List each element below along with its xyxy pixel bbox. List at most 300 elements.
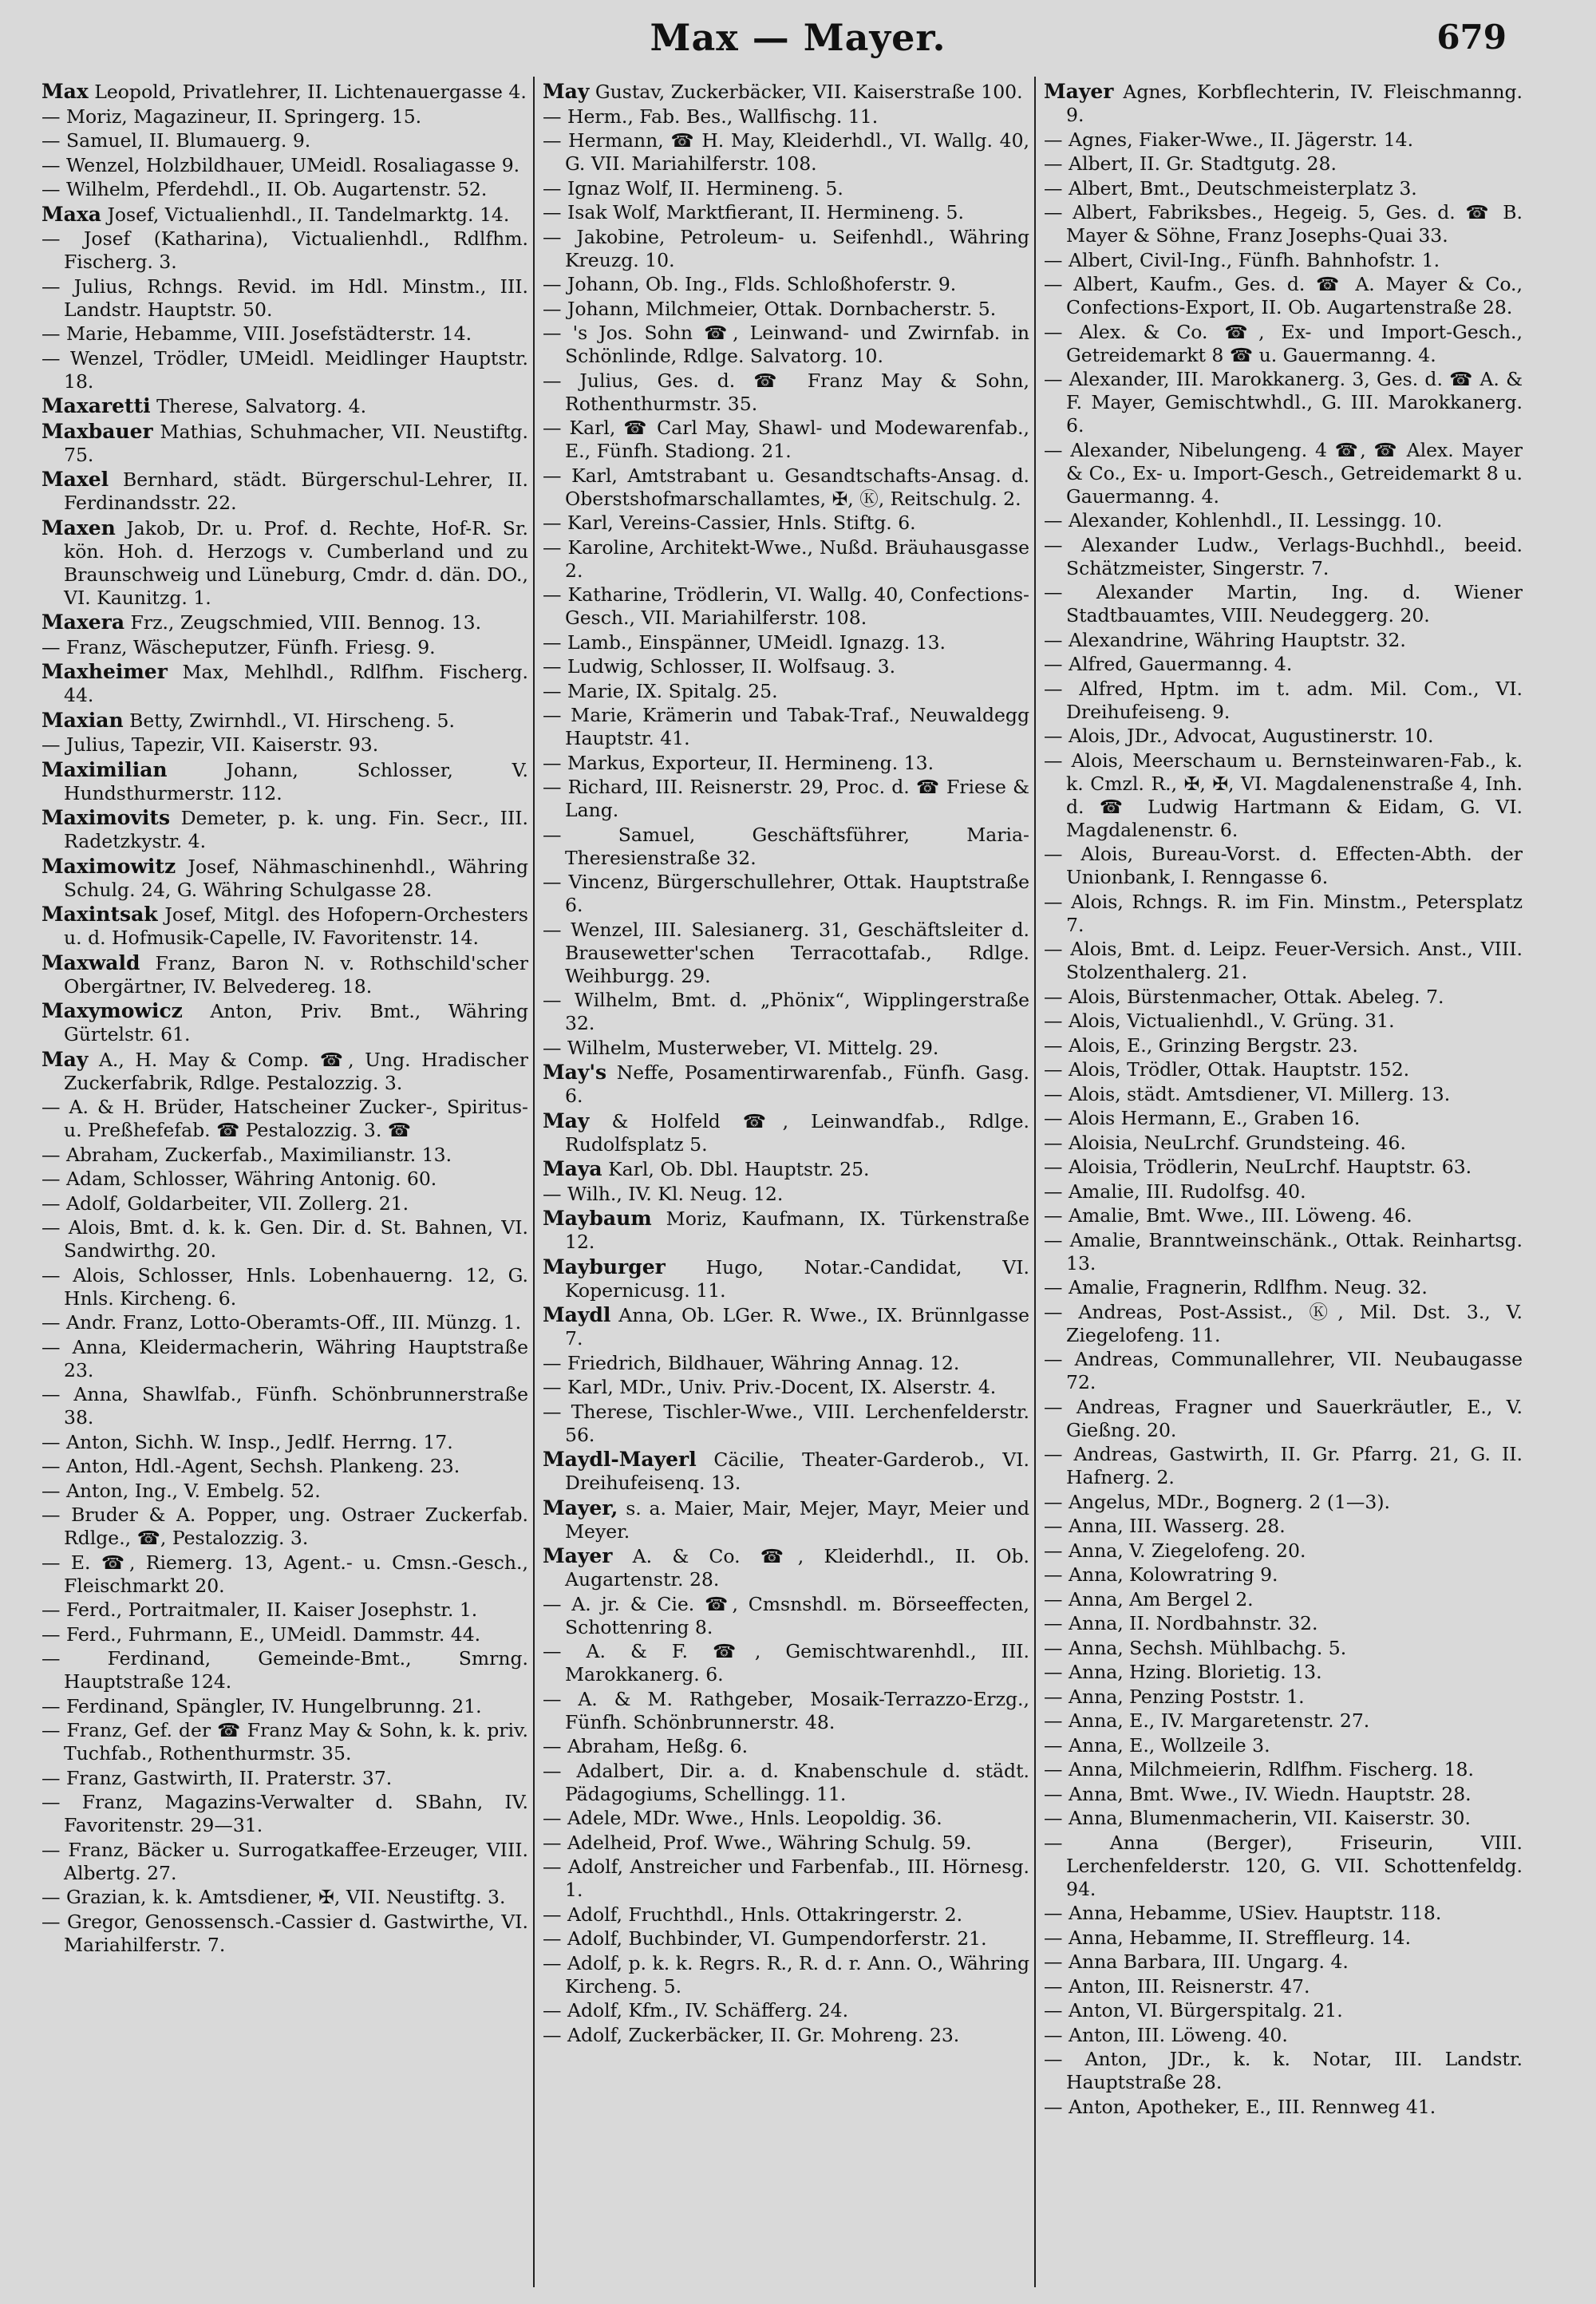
entry-surname: May [543, 1109, 590, 1132]
directory-entry [41, 275, 528, 322]
column-3 [1044, 80, 1523, 2282]
directory-entry [1044, 321, 1523, 367]
entry-text: — Franz, Wäscheputzer, Fünfh. Friesg. 9. [41, 635, 436, 658]
column-1 [41, 80, 528, 2282]
entry-text: — Karl, Amtstrabant u. Gesandtschafts-Ansag. d. Oberstshofmarschallamtes, ✠, Ⓚ, Reitschulg. 2. [543, 464, 1029, 510]
entry-text: — Hermann, ☎ H. May, Kleiderhdl., VI. Wallg. 40, G. VII. Mariahilferstr. 108. [543, 129, 1029, 175]
entry-text: Gustav, Zuckerbäcker, VII. Kaiserstraße 100. [589, 81, 1023, 103]
directory-entry [1044, 986, 1523, 1009]
directory-entry [41, 394, 528, 418]
directory-entry [543, 704, 1029, 750]
entry-text: — Julius, Tapezir, VII. Kaiserstr. 93. [41, 733, 379, 756]
directory-entry [41, 1695, 528, 1718]
entry-surname: Maximovits [41, 806, 171, 829]
directory-entry [1044, 749, 1523, 842]
directory-entry [41, 1336, 528, 1382]
directory-entry [543, 2024, 1029, 2047]
directory-entry [41, 1599, 528, 1622]
directory-entry [543, 1688, 1029, 1734]
directory-entry [1044, 249, 1523, 272]
directory-entry [41, 1168, 528, 1191]
directory-entry [543, 417, 1029, 463]
entry-text: — Adolf, Kfm., IV. Schäfferg. 24. [543, 1999, 849, 2021]
entry-surname: Maxbauer [41, 419, 153, 443]
directory-entry [543, 1735, 1029, 1758]
directory-entry [41, 1886, 528, 1909]
entry-text: Josef, Victualienhdl., II. Tandelmarktg. 14. [101, 203, 510, 226]
directory-entry [41, 227, 528, 274]
entry-surname: Maxaretti [41, 394, 151, 417]
entry-surname: Maxian [41, 708, 124, 732]
directory-entry [41, 1383, 528, 1429]
directory-entry [1044, 678, 1523, 724]
directory-entry [1044, 1301, 1523, 1347]
directory-entry [1044, 843, 1523, 889]
entry-text: — Marie, Krämerin und Tabak-Traf., Neuwaldegg Hauptstr. 41. [543, 704, 1029, 749]
entry-text: — Wenzel, III. Salesianerg. 31, Geschäftsleiter d. Brausewetter'schen Terracottafab., Rdlge. Weihburgg. 29. [543, 918, 1029, 987]
directory-entry [41, 1192, 528, 1215]
entry-surname: May [41, 1047, 89, 1071]
directory-entry [543, 776, 1029, 822]
entry-text: Therese, Salvatorg. 4. [150, 395, 367, 417]
entry-text: Moriz, Kaufmann, IX. Türkenstraße 12. [565, 1207, 1029, 1253]
entry-text: — Alois, Meerschaum u. Bernsteinwaren-Fab., k. k. Cmzl. R., ✠, ✠, VI. Magdalenenstraße 4, Inh. d. ☎ Ludwig Hartmann & Eidam, G. VI. Magdalenenstr. 6. [1044, 749, 1523, 841]
directory-entry [543, 1448, 1029, 1495]
entry-text: — Adolf, Fruchthdl., Hnls. Ottakringerstr. 2. [543, 1903, 963, 1926]
entry-text: Agnes, Korbflechterin, IV. Fleischmanng. 9. [1066, 81, 1523, 126]
directory-entry [1044, 1758, 1523, 1781]
entry-text: — Andr. Franz, Lotto-Oberamts-Off., III. Münzg. 1. [41, 1311, 522, 1334]
entry-text: — Alexandrine, Währing Hauptstr. 32. [1044, 628, 1406, 651]
entry-text: — Alois Hermann, E., Graben 16. [1044, 1107, 1361, 1129]
entry-text: Bernhard, städt. Bürgerschul-Lehrer, II. Ferdinandsstr. 22. [64, 468, 528, 514]
entry-text: — Amalie, Branntweinschänk., Ottak. Reinhartsg. 13. [1044, 1228, 1523, 1275]
entry-text: — Anna, V. Ziegelofeng. 20. [1044, 1539, 1306, 1562]
entry-text: Josef, Mitgl. des Hofopern-Orchesters u. d. Hofmusik-Capelle, IV. Favoritenstr. 14. [64, 903, 528, 949]
directory-entry [41, 80, 528, 104]
entry-text: — Abraham, Zuckerfab., Maximilianstr. 13. [41, 1143, 452, 1166]
directory-entry [41, 1455, 528, 1478]
entry-text: — Alois, JDr., Advocat, Augustinerstr. 10. [1044, 725, 1434, 747]
directory-entry [41, 468, 528, 515]
directory-entry [41, 1719, 528, 1765]
entry-text: — Markus, Exporteur, II. Hermineng. 13. [543, 751, 934, 774]
directory-entry [543, 989, 1029, 1035]
directory-entry [41, 855, 528, 902]
entry-text: — Adele, MDr. Wwe., Hnls. Leopoldig. 36. [543, 1807, 942, 1829]
entry-text: — Marie, Hebamme, VIII. Josefstädterstr. 14. [41, 322, 472, 345]
entry-text: — Anton, JDr., k. k. Notar, III. Landstr. Hauptstraße 28. [1044, 2048, 1523, 2093]
entry-text: — Andreas, Fragner und Sauerkräutler, E., V. Gießng. 20. [1044, 1395, 1523, 1441]
entry-text: — Adam, Schlosser, Währing Antonig. 60. [41, 1168, 437, 1190]
entry-text: — Anna, Am Bergel 2. [1044, 1587, 1254, 1610]
entry-surname: Maydl-Mayerl [543, 1448, 697, 1471]
directory-entry [543, 680, 1029, 703]
entry-text: — Vincenz, Bürgerschullehrer, Ottak. Hauptstraße 6. [543, 871, 1029, 916]
entry-text: — Anna, Kolowratring 9. [1044, 1563, 1278, 1586]
directory-entry [543, 105, 1029, 128]
entry-text: — Josef (Katharina), Victualienhdl., Rdlfhm. Fischerg. 3. [41, 227, 528, 273]
directory-entry [1044, 581, 1523, 627]
entry-surname: Maximowitz [41, 854, 176, 878]
directory-entry [543, 1593, 1029, 1639]
entry-text: — Adalbert, Dir. a. d. Knabenschule d. städt. Pädagogiums, Schellingg. 11. [543, 1759, 1029, 1805]
directory-entry [543, 273, 1029, 296]
directory-entry [41, 347, 528, 393]
directory-entry [1044, 938, 1523, 984]
entry-text: — Johann, Milchmeier, Ottak. Dornbacherstr. 5. [543, 297, 997, 320]
directory-entry [1044, 1950, 1523, 1974]
entry-text: — Anna, Hebamme, II. Streffleurg. 14. [1044, 1926, 1412, 1949]
directory-entry [1044, 725, 1523, 748]
entry-text: — A. jr. & Cie. ☎, Cmsnshdl. m. Börseeffecten, Schottenring 8. [543, 1592, 1029, 1638]
entry-text: — Samuel, Geschäftsführer, Maria-Theresienstraße 32. [543, 823, 1029, 869]
entry-text: — Gregor, Genossensch.-Cassier d. Gastwirthe, VI. Mariahilferstr. 7. [41, 1910, 528, 1956]
directory-entry [1044, 128, 1523, 152]
directory-entry [1044, 1807, 1523, 1830]
directory-entry [41, 999, 528, 1046]
directory-entry [1044, 1034, 1523, 1057]
entry-text: — Julius, Ges. d. ☎ Franz May & Sohn, Rothenthurmstr. 35. [543, 369, 1029, 415]
entry-text: — Anna, Milchmeierin, Rdlfhm. Fischerg. 18. [1044, 1758, 1474, 1780]
entry-text: — Franz, Bäcker u. Surrogatkaffee-Erzeuger, VIII. Albertg. 27. [41, 1838, 528, 1884]
entry-text: — Amalie, III. Rudolfsg. 40. [1044, 1180, 1306, 1203]
entry-text: — Anton, III. Reisnerstr. 47. [1044, 1974, 1310, 1998]
directory-entry [543, 871, 1029, 917]
directory-entry [1044, 1832, 1523, 1901]
entry-text: — Karl, ☎ Carl May, Shawl- und Modewarenfab., E., Fünfh. Stadiong. 21. [543, 417, 1029, 462]
entry-text: — Alex. & Co. ☎, Ex- und Import-Gesch., Getreidemarkt 8 ☎ u. Gauermanng. 4. [1044, 320, 1523, 366]
directory-entry [41, 1911, 528, 1957]
directory-entry [41, 203, 528, 227]
column-rule [533, 77, 535, 2287]
entry-text: Leopold, Privatlehrer, II. Lichtenauergasse 4. [88, 81, 527, 103]
entry-text: — Franz, Gastwirth, II. Praterstr. 37. [41, 1766, 393, 1789]
entry-text: — Alexander, III. Marokkanerg. 3, Ges. d. ☎ A. & F. Mayer, Gemischtwhdl., G. III. Marokkanerg. 6. [1044, 368, 1523, 437]
directory-entry [1044, 1156, 1523, 1179]
directory-entry [41, 1264, 528, 1310]
directory-entry [41, 1431, 528, 1454]
entry-text: — A. & H. Brüder, Hatscheiner Zucker-, Spiritus- u. Preßhefefab. ☎ Pestalozzig. 3. ☎ [41, 1096, 528, 1141]
directory-entry [41, 1767, 528, 1790]
entry-text: — Alfred, Hptm. im t. adm. Mil. Com., VI. Dreihufeiseng. 9. [1044, 677, 1523, 723]
entry-text: — Anna, Kleidermacherin, Währing Hauptstraße 23. [41, 1335, 528, 1381]
directory-entry [543, 536, 1029, 583]
directory-entry [41, 636, 528, 659]
entry-text: — Anton, III. Löweng. 40. [1044, 2023, 1288, 2046]
directory-entry [1044, 1783, 1523, 1806]
entry-text: — Aloisia, NeuLrchf. Grundsteing. 46. [1044, 1131, 1406, 1154]
entry-text: — Friedrich, Bildhauer, Währing Annag. 12. [543, 1351, 960, 1374]
entry-surname: May's [543, 1061, 607, 1084]
directory-entry [543, 1157, 1029, 1181]
entry-text: — Adolf, Zuckerbäcker, II. Gr. Mohreng. 23. [543, 2023, 960, 2046]
entry-text: — Aloisia, Trödlerin, NeuLrchf. Hauptstr. 63. [1044, 1156, 1472, 1178]
directory-entry [543, 1303, 1029, 1350]
directory-entry [1044, 1975, 1523, 1998]
directory-entry [1044, 1515, 1523, 1538]
entry-text: — Anna, III. Wasserg. 28. [1044, 1515, 1286, 1537]
directory-entry [41, 660, 528, 707]
entry-text: — A. & F. ☎, Gemischtwarenhdl., III. Marokkanerg. 6. [543, 1640, 1029, 1686]
entry-text: Johann, Schlosser, V. Hundsthurmerstr. 112. [64, 758, 528, 804]
directory-entry [543, 919, 1029, 988]
entry-text: — Adolf, Anstreicher und Farbenfab., III. Hörnesg. 1. [543, 1855, 1029, 1901]
directory-entry [41, 709, 528, 733]
entry-text: — Isak Wolf, Marktfierant, II. Hermineng. 5. [543, 201, 964, 223]
directory-entry [1044, 1491, 1523, 1514]
directory-entry [543, 1903, 1029, 1927]
directory-entry [543, 80, 1029, 104]
entry-surname: Max [41, 80, 89, 103]
directory-entry [41, 1839, 528, 1885]
entry-surname: Maxera [41, 611, 125, 634]
entry-text: Max, Mehlhdl., Rdlfhm. Fischerg. 44. [64, 661, 528, 706]
directory-entry [41, 516, 528, 610]
directory-entry [543, 129, 1029, 176]
directory-entry [543, 752, 1029, 775]
entry-text: — Alois, Schlosser, Hnls. Lobenhauerng. 12, G. Hnls. Kircheng. 6. [41, 1263, 528, 1310]
directory-entry [41, 322, 528, 346]
directory-entry [543, 512, 1029, 535]
entry-text: — Marie, IX. Spitalg. 25. [543, 679, 778, 702]
directory-entry [543, 1640, 1029, 1686]
entry-text: — 's Jos. Sohn ☎, Leinwand- und Zwirnfab. in Schönlinde, Rdlge. Salvatorg. 10. [543, 322, 1029, 367]
entry-text: — Adolf, p. k. k. Regrs. R., R. d. r. Ann. O., Währing Kircheng. 5. [543, 1951, 1029, 1998]
entry-text: — Albert, Bmt., Deutschmeisterplatz 3. [1044, 176, 1417, 200]
directory-entry [1044, 1107, 1523, 1130]
entry-text: — A. & M. Rathgeber, Mosaik-Terrazzo-Erzg., Fünfh. Schönbrunnerstr. 48. [543, 1687, 1029, 1733]
entry-text: Frz., Zeugschmied, VIII. Bennog. 13. [124, 611, 482, 634]
entry-text: — Wilh., IV. Kl. Neug. 12. [543, 1182, 784, 1205]
entry-text: — Moriz, Magazineur, II. Springerg. 15. [41, 105, 422, 128]
directory-entry [1044, 80, 1523, 127]
directory-entry [543, 464, 1029, 511]
directory-entry [543, 631, 1029, 654]
entry-text: — Alfred, Gauermanng. 4. [1044, 653, 1293, 675]
directory-entry [41, 420, 528, 467]
directory-entry [1044, 1686, 1523, 1709]
entry-text: — Albert, Fabriksbes., Hegeig. 5, Ges. d. ☎ B. Mayer & Söhne, Franz Josephs-Quai 33. [1044, 201, 1523, 247]
entry-text: — Anna, Bmt. Wwe., IV. Wiedn. Hauptstr. 28. [1044, 1782, 1472, 1805]
entry-text: — Karl, Vereins-Cassier, Hnls. Stiftg. 6. [543, 512, 916, 534]
entry-text: — Anna, Penzing Poststr. 1. [1044, 1685, 1305, 1708]
entry-text: — Andreas, Communallehrer, VII. Neubaugasse 72. [1044, 1348, 1523, 1393]
entry-surname: Maxheimer [41, 660, 168, 683]
entry-text: — Adelheid, Prof. Wwe., Währing Schulg. 59. [543, 1831, 972, 1854]
directory-entry [1044, 1229, 1523, 1275]
entry-text: — Adolf, Goldarbeiter, VII. Zollerg. 21. [41, 1192, 409, 1215]
entry-surname: Mayburger [543, 1255, 666, 1278]
directory-entry [41, 178, 528, 201]
entry-text: — Alois, Bmt. d. k. k. Gen. Dir. d. St. Bahnen, VI. Sandwirthg. 20. [41, 1216, 528, 1262]
directory-entry [1044, 534, 1523, 580]
directory-entry [1044, 629, 1523, 652]
column-2 [543, 80, 1029, 2282]
directory-entry [543, 1376, 1029, 1399]
entry-text: & Holfeld ☎, Leinwandfab., Rdlge. Rudolfsplatz 5. [565, 1109, 1029, 1156]
entry-text: — Anna, Hzing. Blorietig. 13. [1044, 1661, 1322, 1683]
entry-text: — Alois, Rchngs. R. im Fin. Minstm., Petersplatz 7. [1044, 890, 1523, 936]
directory-entry [543, 370, 1029, 416]
directory-entry [543, 1207, 1029, 1254]
entry-surname: Maxintsak [41, 903, 158, 926]
entry-text: — Amalie, Bmt. Wwe., III. Löweng. 46. [1044, 1204, 1412, 1227]
entry-text: — Alexander, Nibelungeng. 4 ☎, ☎ Alex. Mayer & Co., Ex- u. Import-Gesch., Getreidemarkt 8 u. Gauermanng. 4. [1044, 438, 1523, 508]
entry-text: — Angelus, MDr., Bognerg. 2 (1—3). [1044, 1490, 1390, 1513]
directory-entry [543, 298, 1029, 321]
directory-entry [1044, 509, 1523, 532]
entry-text: — Grazian, k. k. Amtsdiener, ✠, VII. Neustiftg. 3. [41, 1886, 506, 1908]
directory-entry [543, 1037, 1029, 1060]
directory-entry [1044, 1539, 1523, 1563]
directory-entry [41, 154, 528, 177]
directory-entry [41, 611, 528, 634]
directory-entry [41, 1311, 528, 1334]
entry-text: Anton, Priv. Bmt., Währing Gürtelstr. 61. [64, 1000, 528, 1045]
entry-text: — Anton, Hdl.-Agent, Sechsh. Plankeng. 23. [41, 1455, 460, 1477]
directory-entry [1044, 1588, 1523, 1611]
entry-text: — Lamb., Einspänner, UMeidl. Ignazg. 13. [543, 630, 946, 654]
entry-text: — Anna, Hebamme, USiev. Hauptstr. 118. [1044, 1902, 1442, 1924]
entry-text: — Albert, II. Gr. Stadtgutg. 28. [1044, 152, 1337, 175]
directory-entry [1044, 2024, 1523, 2047]
directory-entry [41, 129, 528, 152]
entry-text: — Anton, VI. Bürgerspitalg. 21. [1044, 1999, 1343, 2021]
entry-surname: Maximilian [41, 757, 168, 781]
entry-text: — Alexander Martin, Ing. d. Wiener Stadtbauamtes, VIII. Neudeggerg. 20. [1044, 581, 1523, 626]
entry-text: — Alexander, Kohlenhdl., II. Lessingg. 10. [1044, 509, 1443, 532]
entry-text: — Ferd., Fuhrmann, E., UMeidl. Dammstr. 44. [41, 1622, 481, 1646]
entry-text: — Anna, Sechsh. Mühlbachg. 5. [1044, 1636, 1347, 1659]
directory-entry [41, 806, 528, 853]
entry-text: — Jakobine, Petroleum- u. Seifenhdl., Währing Kreuzg. 10. [543, 225, 1029, 271]
directory-entry [543, 1927, 1029, 1950]
entry-text: — Wilhelm, Musterweber, VI. Mittelg. 29. [543, 1036, 939, 1059]
entry-text: — Julius, Rchngs. Revid. im Hdl. Minstm., III. Landstr. Hauptstr. 50. [41, 275, 528, 321]
column-rule [1034, 77, 1036, 2287]
entry-text: — Ferdinand, Spängler, IV. Hungelbrunng. 21. [41, 1694, 482, 1717]
directory-entry [1044, 1999, 1523, 2022]
entry-surname: Maxymowicz [41, 999, 183, 1022]
directory-entry [41, 1144, 528, 1167]
directory-entry [543, 1496, 1029, 1543]
entry-text: — Samuel, II. Blumauerg. 9. [41, 129, 311, 152]
entry-surname: Maxwald [41, 950, 140, 974]
entry-surname: Mayer, [543, 1496, 618, 1520]
directory-entry [41, 903, 528, 950]
directory-entry [543, 1855, 1029, 1902]
entry-text: — Wilhelm, Bmt. d. „Phönix“, Wipplingerstraße 32. [543, 989, 1029, 1034]
entry-text: — Alois, E., Grinzing Bergstr. 23. [1044, 1033, 1358, 1057]
entry-text: — Karl, MDr., Univ. Priv.-Docent, IX. Alserstr. 4. [543, 1376, 997, 1398]
directory-entry [543, 322, 1029, 368]
entry-text: — Albert, Kaufm., Ges. d. ☎ A. Mayer & Co., Confections-Export, II. Ob. Augartenstraße 28. [1044, 273, 1523, 318]
directory-entry [41, 1647, 528, 1693]
entry-text: — Ludwig, Schlosser, II. Wolfsaug. 3. [543, 655, 896, 678]
directory-entry [41, 1551, 528, 1598]
entry-surname: Mayer [1044, 80, 1114, 103]
directory-entry [1044, 273, 1523, 319]
directory-entry [41, 1216, 528, 1263]
directory-entry [41, 758, 528, 805]
directory-entry [41, 1504, 528, 1550]
directory-entry [1044, 1563, 1523, 1587]
entry-text: — Anna, II. Nordbahnstr. 32. [1044, 1612, 1318, 1634]
entry-text: — Ignaz Wolf, II. Hermineng. 5. [543, 176, 843, 200]
entry-text: Anna, Ob. LGer. R. Wwe., IX. Brünnlgasse 7. [565, 1304, 1029, 1350]
directory-entry [543, 1401, 1029, 1447]
directory-entry [543, 1999, 1029, 2022]
directory-entry [543, 1832, 1029, 1855]
directory-entry [41, 1480, 528, 1503]
entry-text: — Agnes, Fiaker-Wwe., II. Jägerstr. 14. [1044, 128, 1414, 151]
directory-entry [1044, 1010, 1523, 1033]
entry-text: — Alois, Bürstenmacher, Ottak. Abeleg. 7. [1044, 985, 1444, 1008]
directory-entry [1044, 2048, 1523, 2094]
entry-surname: Mayer [543, 1544, 613, 1567]
entry-text: — Franz, Magazins-Verwalter d. SBahn, IV. Favoritenstr. 29—31. [41, 1791, 528, 1836]
entry-text: — Alois, städt. Amtsdiener, VI. Millerg. 13. [1044, 1082, 1451, 1105]
directory-entry [41, 733, 528, 757]
directory-entry [543, 1760, 1029, 1806]
directory-entry [1044, 2096, 1523, 2119]
entry-text: — Katharine, Trödlerin, VI. Wallg. 40, Confections-Gesch., VII. Mariahilferstr. 108. [543, 583, 1029, 629]
directory-entry [1044, 1734, 1523, 1757]
entry-text: — Richard, III. Reisnerstr. 29, Proc. d. ☎ Friese & Lang. [543, 776, 1029, 821]
entry-text: — Anna, E., Wollzeile 3. [1044, 1733, 1270, 1757]
entry-text: Josef, Nähmaschinenhdl., Währing Schulg. 24, G. Währing Schulgasse 28. [64, 855, 528, 901]
entry-text: — Alois, Victualienhdl., V. Grüng. 31. [1044, 1010, 1395, 1032]
directory-entry [1044, 201, 1523, 247]
directory-entry [1044, 1443, 1523, 1489]
entry-text: — Anton, Apotheker, E., III. Rennweg 41. [1044, 2095, 1436, 2118]
entry-text: — Anna, Blumenmacherin, VII. Kaiserstr. 30. [1044, 1807, 1471, 1829]
entry-surname: Maxel [41, 468, 109, 491]
entry-text: — Herm., Fab. Bes., Wallfischg. 11. [543, 105, 879, 128]
directory-entry [1044, 1204, 1523, 1227]
entry-text: — Therese, Tischler-Wwe., VIII. Lerchenfelderstr. 56. [543, 1400, 1029, 1446]
entry-text: Hugo, Notar.-Candidat, VI. Kopernicusg. 11. [565, 1255, 1029, 1302]
entry-surname: Maya [543, 1157, 602, 1180]
entry-text: — Wilhelm, Pferdehdl., II. Ob. Augartenstr. 52. [41, 178, 488, 200]
directory-entry [1044, 439, 1523, 508]
directory-entry [543, 1183, 1029, 1206]
entry-text: — Johann, Ob. Ing., Flds. Schloßhoferstr. 9. [543, 273, 957, 295]
entry-surname: Maxen [41, 516, 116, 539]
directory-entry [1044, 1396, 1523, 1442]
entry-text: Franz, Baron N. v. Rothschild'scher Obergärtner, IV. Belvedereg. 18. [64, 951, 528, 998]
entry-text: — Andreas, Post-Assist., Ⓚ, Mil. Dst. 3., V. Ziegelofeng. 11. [1044, 1300, 1523, 1346]
entry-text: s. a. Maier, Mair, Mejer, Mayr, Meier und Meyer. [565, 1496, 1029, 1543]
directory-entry [41, 1048, 528, 1095]
entry-text: — E. ☎, Riemerg. 13, Agent.- u. Cmsn.-Gesch., Fleischmarkt 20. [41, 1551, 528, 1597]
entry-text: — Bruder & A. Popper, ung. Ostraer Zuckerfab. Rdlge., ☎, Pestalozzig. 3. [41, 1504, 528, 1549]
entry-text: — Andreas, Gastwirth, II. Gr. Pfarrg. 21, G. II. Hafnerg. 2. [1044, 1443, 1523, 1488]
entry-text: — Anna (Berger), Friseurin, VIII. Lerchenfelderstr. 120, G. VII. Schottenfeldg. 94. [1044, 1831, 1523, 1900]
directory-entry [1044, 368, 1523, 437]
directory-entry [41, 951, 528, 998]
directory-entry [543, 1109, 1029, 1156]
directory-entry [1044, 653, 1523, 676]
directory-entry [41, 105, 528, 128]
entry-text: — Alexander Ludw., Verlags-Buchhdl., beeid. Schätzmeister, Singerstr. 7. [1044, 533, 1523, 579]
entry-text: — Ferdinand, Gemeinde-Bmt., Smrng. Hauptstraße 124. [41, 1647, 528, 1693]
directory-entry [1044, 1276, 1523, 1299]
directory-entry [1044, 1083, 1523, 1106]
directory-entry [1044, 891, 1523, 937]
page-number: 679 [1436, 18, 1507, 57]
